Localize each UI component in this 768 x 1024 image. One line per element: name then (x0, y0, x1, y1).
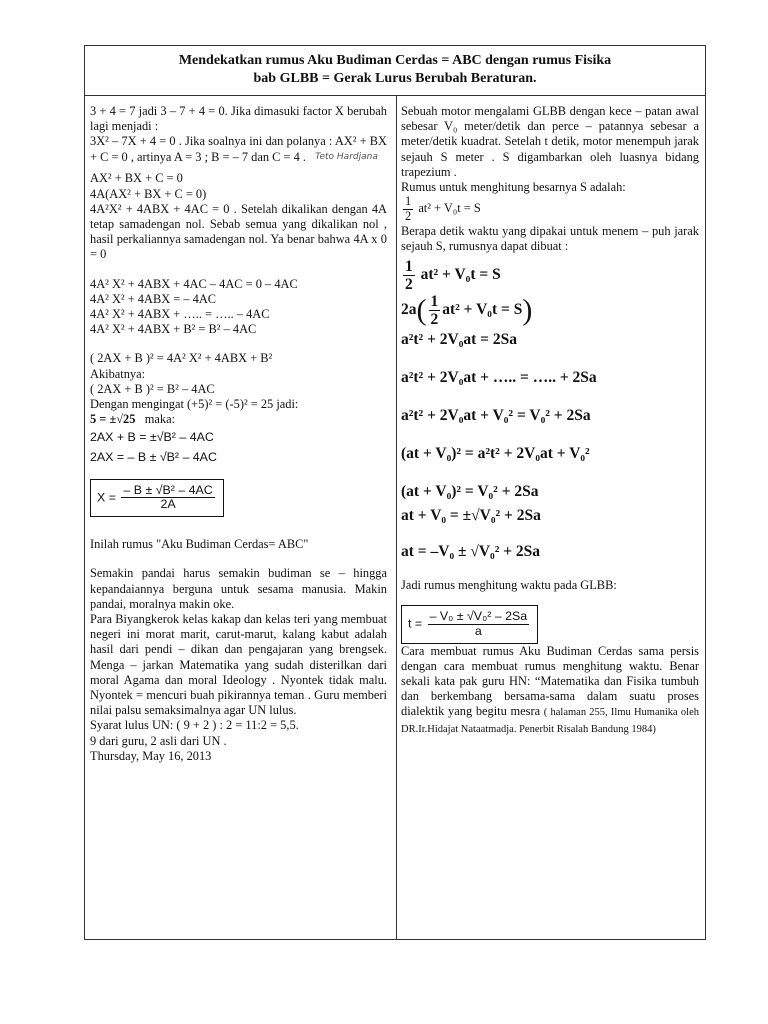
bold-eq-6: (at + V₀)² = a²t² + 2V₀at + V₀² (401, 445, 590, 463)
left-paragraph-2-text: 3X² – 7X + 4 = 0 . Jika soalnya ini dan polanya : AX² + BX + C = 0 , artinya A = 3 ; B = – 7 dan C = 4 . (90, 134, 387, 164)
left-eq-12: 2AX + B = ±√B² – 4AC (90, 430, 214, 445)
half-denominator: 2 (405, 208, 412, 223)
time-formula-fraction (428, 610, 530, 638)
bold-eq-1-half (403, 258, 415, 293)
time-formula-lhs: t = (408, 616, 423, 631)
left-eq-10: Dengan mengingat (+5)² = (-5)² = 25 jadi: (90, 397, 299, 411)
bold-eq-7: (at + V₀)² = V₀² + 2Sa (401, 483, 539, 501)
bold-eq-2-rhs: at² + V₀t = S (442, 301, 523, 319)
quadratic-formula-numerator: – B ± √B² – 4AC (123, 482, 213, 497)
left-paragraph-6: Para Biyangkerok kelas kakap dan kelas teri yang membuat negeri ini morat marit, carut-marut, kalang kabut adalah hasil dari pendi – dikan dan pengajaran yang brengsek. Menga – jarkan Matematika yang sudah disterilkan dari moral Agama dan moral Ideology . Nyontek tidak malu. Nyontek = mencuri buah pikirannya teman . Guru memberi nilai palsu semaksimalnya agar UN lulus. (90, 611, 387, 718)
left-eq-11-suffix: maka: (144, 412, 176, 427)
column-divider (396, 96, 397, 939)
time-formula-denominator: a (474, 623, 482, 638)
bold-eq-2-half (429, 293, 441, 328)
document-sheet (84, 45, 706, 940)
document-date: Thursday, May 16, 2013 (90, 748, 212, 763)
header-line-2: bab GLBB = Gerak Lurus Berubah Beraturan. (253, 71, 537, 86)
bold-eq-1-half-numerator: 1 (405, 257, 413, 275)
time-formula-numerator: – V₀ ± √V₀² – 2Sa (429, 609, 528, 624)
document-header (85, 46, 705, 96)
right-formula-1-rhs: at² + V₀t = S (418, 201, 481, 216)
header-line-1: Mendekatkan rumus Aku Budiman Cerdas = ABC dengan rumus Fisika (178, 53, 612, 68)
bold-eq-2-half-numerator: 1 (430, 293, 439, 310)
left-paragraph-3: 4A²X² + 4ABX + 4AC = 0 . Setelah dikalikan dengan 4A tetap samadengan nol. Sebab semua yang dikalikan nol , hasil perkaliannya samadengan nol. Ya benar bahwa 4A x 0 = 0 (90, 201, 387, 262)
left-eq-11-formula: 5 = ±√25 (90, 412, 136, 427)
handwritten-signature: Teto Hardjana (315, 152, 378, 163)
right-paragraph-2: Rumus untuk menghitung besarnya S adalah: (401, 180, 626, 195)
bold-eq-5: a²t² + 2V₀at + V₀² = V₀² + 2Sa (401, 407, 591, 425)
left-eq-4: 4A² X² + 4ABX = – 4AC (90, 291, 217, 306)
left-paragraph-2 (90, 134, 387, 165)
right-paragraph-5-text: Cara membuat rumus Aku Budiman Cerdas sama persis dengan cara membuat rumus menghitung waktu. Benar sekali kata pak guru HN: “Matematika dan Fisika tumbuh dan berkembang bersama-sama dalam suatu proses dialektik yang begitu mesra (401, 643, 699, 719)
left-eq-5: 4A² X² + 4ABX + ….. = ….. – 4AC (90, 306, 270, 321)
left-paragraph-4: Inilah rumus "Aku Budiman Cerdas= ABC" (90, 537, 309, 552)
bold-eq-8: at + V₀ = ±√V₀² + 2Sa (401, 507, 541, 525)
bold-eq-1-half-denominator: 2 (405, 275, 413, 293)
right-paragraph-3: Berapa detik waktu yang dipakai untuk menem – puh jarak sejauh S, rumusnya dapat dibuat : (401, 223, 699, 253)
right-paragraph-1: Sebuah motor mengalami GLBB dengan kece – patan awal sebesar V₀ meter/detik dan perce – patannya sebesar a meter/detik kuadrat. Setelah t detik, motor menempuh jarak sejauh S meter . S digambarkan oleh luasnya bidang trapezium . (401, 104, 699, 179)
left-paragraph-7: Syarat lulus UN: ( 9 + 2 ) : 2 = 11:2 = 5,5. (90, 718, 299, 733)
bold-eq-9: at = –V₀ ± √V₀² + 2Sa (401, 543, 541, 561)
left-eq-7: ( 2AX + B )² = 4A² X² + 4ABX + B² (90, 351, 273, 366)
right-formula-1 (401, 195, 699, 223)
right-paragraph-5 (401, 644, 699, 737)
bold-eq-3: a²t² + 2V₀at = 2Sa (401, 331, 517, 349)
bold-eq-2-half-denominator: 2 (430, 311, 439, 329)
half-fraction (403, 195, 413, 223)
citation: ( halaman 255, Ilmu Humanika oleh DR.Ir.Hidajat Nataatmadja. Penerbit Risalah Bandung 1984) (401, 707, 699, 735)
bold-eq-2-factor: 2a (401, 301, 417, 319)
quadratic-formula-lhs: X = (97, 490, 116, 505)
right-paragraph-4: Jadi rumus menghitung waktu pada GLBB: (401, 578, 617, 593)
left-eq-6: 4A² X² + 4ABX + B² = B² – 4AC (90, 322, 257, 337)
bold-eq-4: a²t² + 2V₀at + ….. = ….. + 2Sa (401, 369, 597, 387)
left-paragraph-5: Semakin pandai harus semakin budiman se – hingga kepandaiannya berguna untuk sesama manusia. Makin pandai, moralnya makin oke. (90, 566, 387, 611)
left-paragraph-1: 3 + 4 = 7 jadi 3 – 7 + 4 = 0. Jika dimasuki factor X berubah lagi menjadi : (90, 104, 387, 134)
left-eq-3: 4A² X² + 4ABX + 4AC – 4AC = 0 – 4AC (90, 276, 298, 291)
left-column (90, 104, 387, 764)
quadratic-formula-denominator: 2A (160, 497, 176, 512)
left-eq-11 (90, 412, 387, 427)
quadratic-formula-box (90, 479, 224, 517)
left-eq-8: Akibatnya: (90, 366, 146, 381)
bold-eq-1 (401, 258, 699, 293)
left-eq-1: AX² + BX + C = 0 (90, 171, 183, 186)
left-paragraph-8: 9 dari guru, 2 asli dari UN . (90, 733, 227, 748)
quadratic-formula-fraction (121, 484, 214, 512)
left-eq-2: 4A(AX² + BX + C = 0) (90, 186, 207, 201)
left-eq-13: 2AX = – B ± √B² – 4AC (90, 449, 217, 464)
time-formula-box (401, 605, 538, 643)
bold-eq-2: 2a( $\frac{1}{2}$ at² + V₀t = S) (401, 293, 533, 329)
bold-eq-1-rhs: at² + V₀t = S (420, 266, 501, 284)
left-eq-9: ( 2AX + B )² = B² – 4AC (90, 381, 215, 396)
right-column (401, 104, 699, 737)
half-numerator: 1 (405, 194, 412, 209)
